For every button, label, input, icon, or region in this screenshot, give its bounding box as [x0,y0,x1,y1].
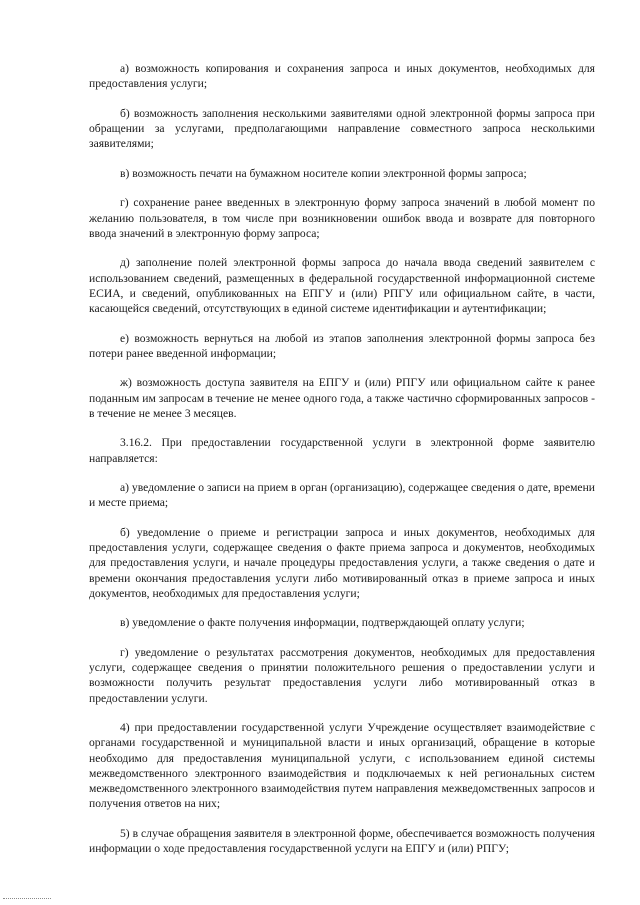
paragraph-v-payment-notice: в) уведомление о факте получения информации, подтверждающей оплату услуги; [120,616,525,630]
paragraph-g-saving-values: г) сохранение ранее введенных в электронную форму запроса значений в любой момент по желанию пользователя, в том числе при возникновении ошибок ввода и возврате для повторного ввода значений в электронную форму запроса; [89,196,595,240]
paragraph-a-copying: а) возможность копирования и сохранения запроса и иных документов, необходимых для предоставления услуги; [89,62,595,91]
paragraph-b-registration-notice: б) уведомление о приеме и регистрации запроса и иных документов, необходимых для предоставления услуги, содержащее сведения о факте приема запроса и документов, необходимых для предоставления услуги, и начале процедуры предоставления услуги, а также сведения о дате и времени окончания предоставления услуги либо мотивированный отказ в приеме запроса и иных документов, необходимых для предоставления услуги; [89,525,595,600]
paragraph-4-interagency: 4) при предоставлении государственной услуги Учреждение осуществляет взаимодействие с органами государственной и муниципальной власти и иных организаций, обращение в которые необходимо для предоставления муниципальной услуги, с использованием единой системы межведомственного электронного взаимодействия и подключаемых к ней региональных систем межведомственного электронного взаимодействия путем направления межведомственных запросов и получения ответов на них; [89,721,595,811]
paragraph-a-appointment-notice: а) уведомление о записи на прием в орган (организацию), содержащее сведения о дате, времени и месте приема; [89,481,595,510]
paragraph-b-multiple-applicants: б) возможность заполнения несколькими заявителями одной электронной формы запроса при обращении за услугами, предполагающими направление совместного запроса несколькими заявителями; [89,106,595,151]
section-3-16-2-heading: 3.16.2. При предоставлении государственной услуги в электронной форме заявителю направляется: [89,436,595,465]
paragraph-e-return-to-step: е) возможность вернуться на любой из этапов заполнения электронной формы запроса без потери ранее введенной информации; [89,331,595,360]
paragraph-g-review-results: г) уведомление о результатах рассмотрения документов, необходимых для предоставления услуги, содержащее сведения о принятии положительного решения о предоставлении услуги и возможности получить результат предоставления услуги либо мотивированный отказ в предоставлении услуги. [89,645,595,705]
paragraph-v-printing: в) возможность печати на бумажном носителе копии электронной формы запроса; [120,166,527,180]
document-page [89,61,595,871]
paragraph-d-prefill-fields: д) заполнение полей электронной формы запроса до начала ввода сведений заявителем с использованием сведений, размещенных в федеральной государственной информационной системе ЕСИА, и сведений, опубликованных на ЕПГУ и (или) РПГУ или официальном сайте, в части, касающейся сведений, отсутствующих в единой системе идентификации и аутентификации; [89,256,595,315]
paragraph-5-status-info: 5) в случае обращения заявителя в электронной форме, обеспечивается возможность получения информации о ходе предоставления государственной услуги на ЕПГУ и (или) РПГУ; [89,826,595,855]
paragraph-zh-access-requests: ж) возможность доступа заявителя на ЕПГУ и (или) РПГУ или официальном сайте к ранее поданным им запросам в течение не менее одного года, а также частично сформированных запросов - в течение не менее 3 месяцев. [89,376,595,420]
scan-corner-mark [3,898,51,900]
